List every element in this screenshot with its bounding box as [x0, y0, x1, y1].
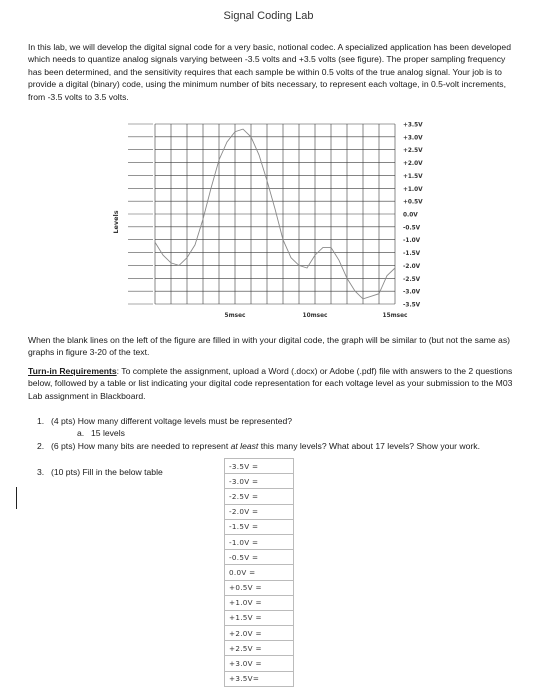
y-tick-label: -1.0V: [403, 238, 421, 245]
y-tick-label: -3.5V: [403, 302, 421, 309]
voltage-cell[interactable]: +1.5V =: [225, 610, 294, 625]
text-cursor: [16, 487, 17, 509]
answer-1a: [77, 428, 125, 440]
answer-1a-text: 15 levels: [91, 428, 125, 438]
voltage-cell[interactable]: -1.5V =: [225, 519, 294, 534]
question-2-emphasis: at least: [230, 441, 259, 451]
x-tick-label: 5msec: [224, 313, 246, 319]
x-tick-label: 10msec: [302, 313, 328, 319]
voltage-cell[interactable]: 0.0V =: [225, 565, 294, 580]
blank-code-lines: [128, 124, 153, 304]
voltage-cell[interactable]: -3.5V =: [225, 459, 294, 474]
question-1-number: 1.: [37, 416, 45, 426]
y-tick-label: 0.0V: [403, 212, 418, 219]
y-tick-label: -2.0V: [403, 263, 421, 270]
table-row: [225, 550, 294, 565]
y-tick-label: -3.0V: [403, 289, 421, 296]
question-3: [37, 467, 163, 479]
turnin-label: Turn-in Requirements: [28, 366, 117, 376]
y-tick-labels: [403, 123, 423, 309]
table-row: [225, 656, 294, 671]
chart-grid: [155, 124, 395, 304]
table-row: [225, 595, 294, 610]
voltage-cell[interactable]: +2.5V =: [225, 641, 294, 656]
y-axis-label: Levels: [112, 210, 120, 234]
y-tick-label: +2.0V: [403, 161, 423, 168]
y-tick-label: +3.0V: [403, 135, 423, 142]
page-title: Signal Coding Lab: [223, 10, 314, 22]
voltage-cell[interactable]: -0.5V =: [225, 550, 294, 565]
question-2: [37, 441, 507, 453]
question-2-text-a: (6 pts) How many bits are needed to represent: [51, 441, 231, 451]
question-2-text-b: this many levels? What about 17 levels? Show your work.: [258, 441, 480, 451]
y-tick-label: -1.5V: [403, 251, 421, 258]
intro-paragraph: In this lab, we will develop the digital signal code for a very basic, notional codec. A specialized application has been developed which needs to quantize analog signals varying between -3.5 volts and +3.5 volts (see figure). The proper sampling frequency has been determined, and the sensitivity requires that each sample be within 0.5 volts of the true analog signal. Your job is to provide a digital (binary) code, using the minimum number of bits necessary, to represent each voltage, in 0.5-volt increments, from -3.5 volts to 3.5 volts.: [28, 42, 511, 102]
table-row: [225, 534, 294, 549]
y-tick-label: +1.0V: [403, 186, 423, 193]
table-row: [225, 610, 294, 625]
after-figure-paragraph: When the blank lines on the left of the figure are filled in with your digital code, the graph will be similar to (but not the same as) graphs in figure 3-20 of the text.: [28, 335, 510, 358]
x-tick-label: 15msec: [382, 313, 408, 319]
voltage-cell[interactable]: -3.0V =: [225, 474, 294, 489]
table-row: [225, 459, 294, 474]
table-row: [225, 474, 294, 489]
question-1: [37, 416, 292, 428]
table-row: [225, 671, 294, 686]
voltage-code-table: [224, 458, 294, 687]
table-row: [225, 504, 294, 519]
question-3-number: 3.: [37, 467, 45, 477]
table-row: [225, 489, 294, 504]
table-row: [225, 565, 294, 580]
question-3-text: (10 pts) Fill in the below table: [51, 467, 163, 477]
table-row: [225, 580, 294, 595]
voltage-cell[interactable]: +3.5V=: [225, 671, 294, 686]
voltage-cell[interactable]: -2.0V =: [225, 504, 294, 519]
voltage-cell[interactable]: -2.5V =: [225, 489, 294, 504]
turnin-paragraph: [28, 365, 514, 402]
y-tick-label: +1.5V: [403, 173, 423, 180]
voltage-cell[interactable]: -1.0V =: [225, 534, 294, 549]
y-tick-label: -2.5V: [403, 276, 421, 283]
y-tick-label: -0.5V: [403, 225, 421, 232]
x-tick-labels: [225, 313, 408, 319]
voltage-cell[interactable]: +1.0V =: [225, 595, 294, 610]
y-tick-label: +3.5V: [403, 122, 423, 129]
y-tick-label: +2.5V: [403, 148, 423, 155]
turnin-text: : To complete the assignment, upload a Word (.docx) or Adobe (.pdf) file with answers to the 2 questions below, followed by a table or list indicating your digital code representation for each voltage level as your submission to the M03 Lab assignment in Blackboard.: [28, 366, 513, 401]
table-row: [225, 626, 294, 641]
answer-1a-letter: a.: [77, 428, 85, 438]
question-1-text: (4 pts) How many different voltage levels must be represented?: [51, 416, 293, 426]
table-row: [225, 519, 294, 534]
question-2-number: 2.: [37, 441, 45, 451]
voltage-cell[interactable]: +3.0V =: [225, 656, 294, 671]
voltage-cell[interactable]: +0.5V =: [225, 580, 294, 595]
voltage-cell[interactable]: +2.0V =: [225, 626, 294, 641]
table-row: [225, 641, 294, 656]
y-tick-label: +0.5V: [403, 199, 423, 206]
